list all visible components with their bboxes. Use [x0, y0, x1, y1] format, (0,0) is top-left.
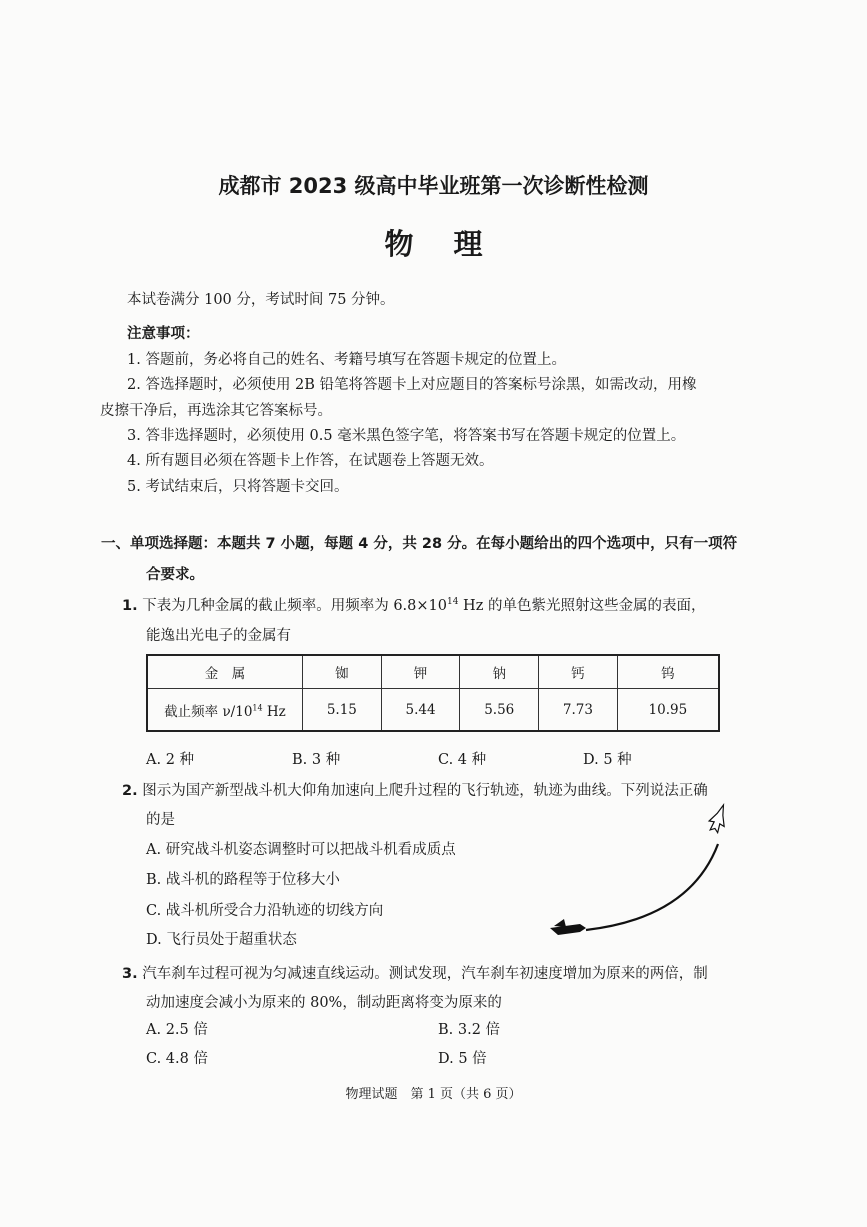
notice-item: 1. 答题前，务必将自己的姓名、考籍号填写在答题卡规定的位置上。: [127, 352, 566, 368]
table-header-cell: 钨: [617, 655, 719, 689]
fighter-jet-start-icon: [550, 919, 586, 935]
question-1-text: [122, 594, 705, 615]
option-d: D. 飞行员处于超重状态: [146, 932, 297, 948]
question-text: 图示为国产新型战斗机大仰角加速向上爬升过程的飞行轨迹，轨迹为曲线。下列说法正确: [142, 783, 708, 799]
notice-heading: 注意事项：: [127, 326, 200, 342]
option-a: A. 2 种: [146, 752, 195, 768]
fighter-jet-end-icon: [706, 802, 731, 834]
table-header-cell: 钾: [381, 655, 460, 689]
table-cell: 10.95: [617, 689, 719, 732]
table-header-cell: 钙: [539, 655, 618, 689]
option-a: A. 2.5 倍: [146, 1022, 208, 1038]
subject-title: 物理: [384, 227, 523, 261]
option-c: C. 战斗机所受合力沿轨迹的切线方向: [146, 903, 384, 919]
option-d: D. 5 倍: [438, 1051, 487, 1067]
question-3-text: [122, 962, 708, 983]
section-heading-continuation: 合要求。: [146, 567, 204, 583]
notice-item-continuation: 皮擦干净后，再选涂其它答案标号。: [100, 403, 332, 419]
option-c: C. 4 种: [438, 752, 487, 768]
flight-trajectory-diagram: [540, 800, 750, 950]
table-cell: 7.73: [539, 689, 618, 732]
page-footer: 物理试题 第 1 页（共 6 页）: [345, 1087, 522, 1102]
question-number: 3.: [122, 966, 138, 982]
question-text: 下表为几种金属的截止频率。用频率为 6.8×10: [142, 598, 447, 614]
question-text: Hz 的单色紫光照射这些金属的表面，: [458, 598, 706, 614]
table-header-cell: 钠: [460, 655, 539, 689]
table-cell: 5.44: [381, 689, 460, 732]
section-heading: 一、单项选择题：本题共 7 小题，每题 4 分，共 28 分。在每小题给出的四个选项中，只有一项符: [101, 536, 738, 552]
table-header-cell: 铷: [303, 655, 382, 689]
option-d: D. 5 种: [583, 752, 632, 768]
question-2-text-continuation: 的是: [146, 812, 175, 828]
question-text: 汽车刹车过程可视为匀减速直线运动。测试发现，汽车刹车初速度增加为原来的两倍，制: [142, 966, 708, 982]
table-cell: 5.56: [460, 689, 539, 732]
trajectory-curve: [586, 844, 718, 930]
option-c: C. 4.8 倍: [146, 1051, 208, 1067]
table-header-row: [147, 655, 719, 689]
exam-title: 成都市 2023 级高中毕业班第一次诊断性检测: [218, 174, 649, 198]
option-b: B. 3 种: [292, 752, 341, 768]
superscript: 14: [447, 597, 459, 608]
question-1-text-continuation: 能逸出光电子的金属有: [146, 628, 291, 644]
option-b: B. 战斗机的路程等于位移大小: [146, 872, 340, 888]
notice-item: 3. 答非选择题时，必须使用 0.5 毫米黑色签字笔，将答案书写在答题卡规定的位置上。: [127, 428, 686, 444]
option-b: B. 3.2 倍: [438, 1022, 501, 1038]
question-3-text-continuation: 动加速度会减小为原来的 80%，制动距离将变为原来的: [146, 995, 502, 1011]
question-number: 1.: [122, 598, 138, 614]
cutoff-frequency-table: [146, 654, 720, 732]
table-row: [147, 689, 719, 732]
question-number: 2.: [122, 783, 138, 799]
table-cell: 5.15: [303, 689, 382, 732]
option-a: A. 研究战斗机姿态调整时可以把战斗机看成质点: [146, 842, 456, 858]
notice-item: 4. 所有题目必须在答题卡上作答，在试题卷上答题无效。: [127, 453, 494, 469]
table-header-cell: 金 属: [147, 655, 303, 689]
question-2-text: [122, 779, 708, 800]
notice-item: 2. 答选择题时，必须使用 2B 铅笔将答题卡上对应题目的答案标号涂黑，如需改动，用橡: [127, 377, 697, 393]
notice-item: 5. 考试结束后，只将答题卡交回。: [127, 479, 349, 495]
table-row-label: 截止频率 $\nu/10^{14}$ Hz: [147, 689, 303, 732]
exam-intro: 本试卷满分 100 分，考试时间 75 分钟。: [127, 292, 395, 308]
